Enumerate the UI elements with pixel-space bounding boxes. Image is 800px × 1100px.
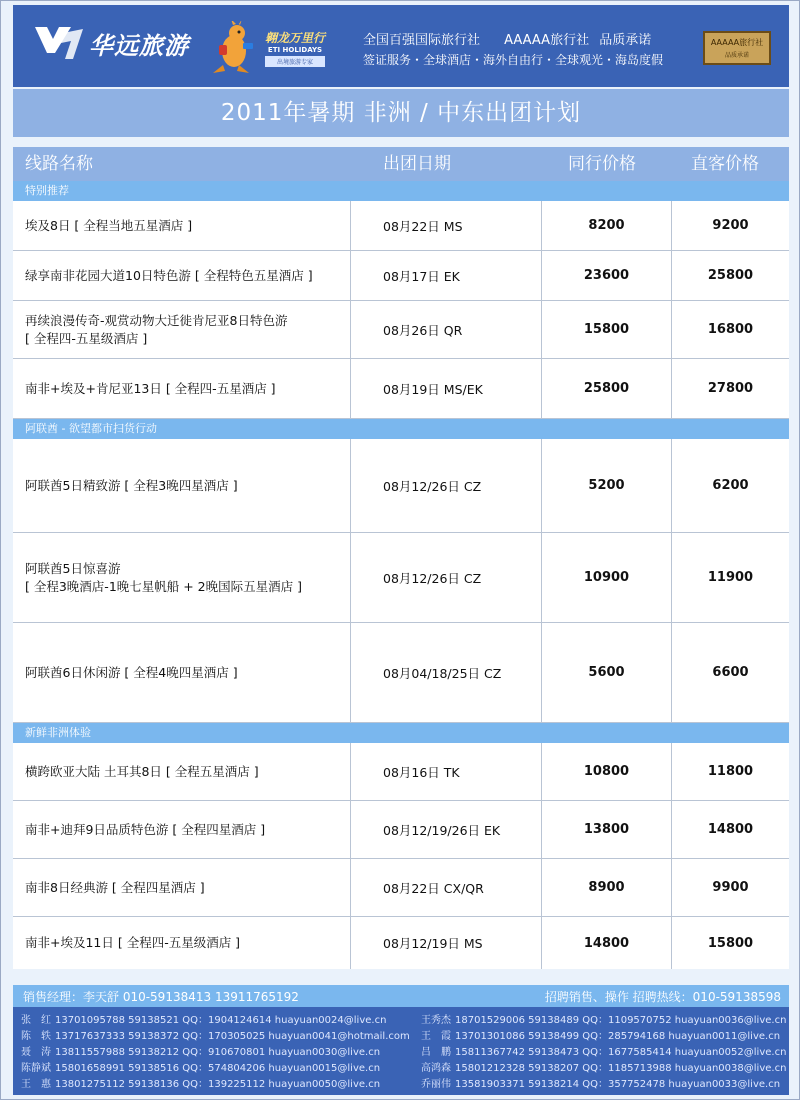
section-label: 新鲜非洲体验 — [25, 726, 91, 739]
contact-name: 乔丽伟 — [421, 1079, 451, 1090]
retail-price: 14800 — [707, 822, 754, 837]
title-bar — [13, 89, 789, 137]
departure-date: 08月17日 EK — [351, 251, 542, 300]
departure-date: 08月12/26日 CZ — [351, 533, 542, 622]
route-name — [13, 301, 351, 358]
route-line-1: 阿联酋5日惊喜游 — [25, 560, 121, 576]
table-row[interactable] — [13, 359, 789, 419]
table-row[interactable] — [13, 201, 789, 251]
header-banner — [13, 5, 789, 87]
section-africa — [13, 723, 789, 743]
route-line-2: [ 全程3晚酒店-1晚七星帆船 + 2晚国际五星酒店 ] — [25, 578, 302, 594]
route-name: 横跨欧亚大陆 土耳其8日 [ 全程五星酒店 ] — [13, 743, 351, 800]
contact-info[interactable]: 13701095788 59138521 QQ：1904124614 huayuan0024@live.cn — [55, 1015, 387, 1026]
contact-row — [21, 1013, 410, 1029]
retail-price: 6600 — [712, 665, 749, 680]
route-line-2: [ 全程四-五星级酒店 ] — [25, 330, 148, 346]
peer-price: 13800 — [542, 801, 672, 858]
slogan-5a: AAAAA旅行社 — [504, 33, 590, 48]
peer-price: 14800 — [542, 917, 672, 969]
slogan-line — [363, 29, 651, 48]
retail-price: 11800 — [707, 764, 754, 779]
route-name: 南非+埃及+肯尼亚13日 [ 全程四-五星酒店 ] — [13, 359, 351, 418]
brand-name: 华远旅游 — [89, 31, 189, 60]
peer-price: 25800 — [542, 359, 672, 418]
badge-title: AAAAA旅行社 — [710, 38, 764, 47]
peer-price: 5200 — [542, 439, 672, 532]
retail-price: 9200 — [712, 218, 749, 233]
contact-name: 吕 鹏 — [421, 1047, 451, 1058]
contact-row — [21, 1077, 410, 1093]
contact-name: 张 红 — [21, 1015, 51, 1026]
contact-name: 聂 涛 — [21, 1047, 51, 1058]
peer-price: 8200 — [542, 201, 672, 250]
header-route: 线路名称 — [25, 154, 93, 174]
contact-info[interactable]: 13701301086 59138499 QQ：285794168 huayuan0011@live.cn — [455, 1031, 781, 1042]
departure-date: 08月16日 TK — [351, 743, 542, 800]
contact-info[interactable]: 13581903371 59138214 QQ：357752478 huayuan0033@live.cn — [455, 1079, 781, 1090]
route-name: 绿享南非花园大道10日特色游 [ 全程特色五星酒店 ] — [13, 251, 351, 300]
section-featured — [13, 181, 789, 201]
contact-info[interactable]: 13801275112 59138136 QQ：139225112 huayuan0050@live.cn — [55, 1079, 381, 1090]
contact-row — [421, 1013, 786, 1029]
table-row[interactable] — [13, 801, 789, 859]
contact-name: 王 惠 — [21, 1079, 51, 1090]
retail-price: 16800 — [707, 322, 754, 337]
table-row[interactable] — [13, 743, 789, 801]
header-date: 出团日期 — [383, 154, 451, 174]
section-label: 特别推荐 — [25, 184, 69, 197]
route-name: 阿联酋6日休闲游 [ 全程4晚四星酒店 ] — [13, 623, 351, 722]
section-uae — [13, 419, 789, 439]
table-row[interactable] — [13, 859, 789, 917]
5a-badge — [703, 31, 771, 65]
partner-logo[interactable] — [265, 29, 325, 67]
hy-logo-icon — [33, 23, 85, 63]
services-line: 签证服务・全球酒店・海外自由行・全球观光・海岛度假 — [363, 53, 664, 67]
header-retail-price: 直客价格 — [691, 154, 759, 174]
partner-name-cn: 翱龙万里行 — [265, 31, 326, 45]
route-line-1: 再续浪漫传奇-观赏动物大迁徙肯尼亚8日特色游 — [25, 312, 288, 328]
contact-row — [421, 1029, 786, 1045]
route-name: 南非8日经典游 [ 全程四星酒店 ] — [13, 859, 351, 916]
retail-price: 6200 — [712, 478, 749, 493]
partner-subtitle: 出境旅游专家 — [265, 56, 325, 67]
hiring-info: 招聘销售、操作 招聘热线：010-59138598 — [544, 990, 781, 1004]
departure-date: 08月22日 CX/QR — [351, 859, 542, 916]
departure-date: 08月12/19/26日 EK — [351, 801, 542, 858]
departure-date: 08月22日 MS — [351, 201, 542, 250]
contact-row — [21, 1029, 410, 1045]
contacts-right — [421, 1013, 786, 1093]
route-name: 阿联酋5日精致游 [ 全程3晚四星酒店 ] — [13, 439, 351, 532]
contact-info[interactable]: 15811367742 59138473 QQ：1677585414 huayuan0052@live.cn — [455, 1047, 787, 1058]
footer-contacts — [13, 985, 789, 1095]
retail-price: 27800 — [707, 381, 754, 396]
table-row[interactable] — [13, 439, 789, 533]
retail-price: 11900 — [707, 570, 754, 585]
contact-name: 陈静斌 — [21, 1063, 51, 1074]
contact-name: 王 霞 — [421, 1031, 451, 1042]
slogan-top100: 全国百强国际旅行社 — [363, 33, 481, 48]
contacts-left — [21, 1013, 410, 1093]
page-title: 2011年暑期 非洲 / 中东出团计划 — [220, 100, 582, 126]
route-name: 南非+迪拜9日品质特色游 [ 全程四星酒店 ] — [13, 801, 351, 858]
contact-info[interactable]: 13811557988 59138212 QQ：910670801 huayuan0030@live.cn — [55, 1047, 381, 1058]
contact-name: 高鸿森 — [421, 1063, 451, 1074]
contact-row — [421, 1077, 786, 1093]
peer-price: 10900 — [542, 533, 672, 622]
contact-info[interactable]: 15801212328 59138207 QQ：1185713988 huayuan0038@live.cn — [455, 1063, 787, 1074]
departure-date: 08月26日 QR — [351, 301, 542, 358]
departure-date: 08月12/26日 CZ — [351, 439, 542, 532]
departure-date: 08月04/18/25日 CZ — [351, 623, 542, 722]
table-row[interactable] — [13, 533, 789, 623]
tour-table — [13, 147, 789, 969]
peer-price: 5600 — [542, 623, 672, 722]
route-name: 埃及8日 [ 全程当地五星酒店 ] — [13, 201, 351, 250]
peer-price: 8900 — [542, 859, 672, 916]
contact-name: 陈 轶 — [21, 1031, 51, 1042]
sales-manager: 销售经理：李天舒 010-59138413 13911765192 — [23, 990, 299, 1004]
contact-info[interactable]: 18701529006 59138489 QQ：1109570752 huayuan0036@live.cn — [455, 1015, 787, 1026]
peer-price: 15800 — [542, 301, 672, 358]
table-row[interactable] — [13, 251, 789, 301]
departure-date: 08月19日 MS/EK — [351, 359, 542, 418]
table-row[interactable] — [13, 623, 789, 723]
contact-row — [21, 1061, 410, 1077]
retail-price: 15800 — [707, 935, 754, 951]
badge-subtitle: 品质承诺 — [724, 52, 749, 59]
contact-row — [421, 1061, 786, 1077]
table-row[interactable] — [13, 917, 789, 969]
table-row[interactable] — [13, 301, 789, 359]
footer-top-bar — [13, 985, 789, 1007]
route-name: 南非+埃及11日 [ 全程四-五星级酒店 ] — [13, 917, 351, 969]
kangaroo-mascot-icon — [209, 21, 259, 75]
brand-logo[interactable] — [33, 23, 189, 63]
contact-row — [21, 1045, 410, 1061]
contact-info[interactable]: 15801658991 59138516 QQ：574804206 huayuan0015@live.cn — [55, 1063, 381, 1074]
contact-row — [421, 1045, 786, 1061]
retail-price: 9900 — [712, 880, 749, 895]
section-label: 阿联酋 - 欲望都市扫货行动 — [25, 422, 157, 435]
slogan-quality: 品质承诺 — [599, 33, 652, 48]
partner-name-en: ETI HOLIDAYS — [267, 46, 323, 54]
contact-name: 王秀杰 — [421, 1015, 451, 1026]
contact-info[interactable]: 13717637333 59138372 QQ：170305025 huayuan0041@hotmail.com — [55, 1031, 410, 1042]
departure-date: 08月12/19日 MS — [351, 917, 542, 969]
header-peer-price: 同行价格 — [568, 154, 636, 174]
table-header — [13, 147, 789, 181]
peer-price: 23600 — [542, 251, 672, 300]
peer-price: 10800 — [542, 743, 672, 800]
route-name — [13, 533, 351, 622]
retail-price: 25800 — [707, 268, 754, 283]
